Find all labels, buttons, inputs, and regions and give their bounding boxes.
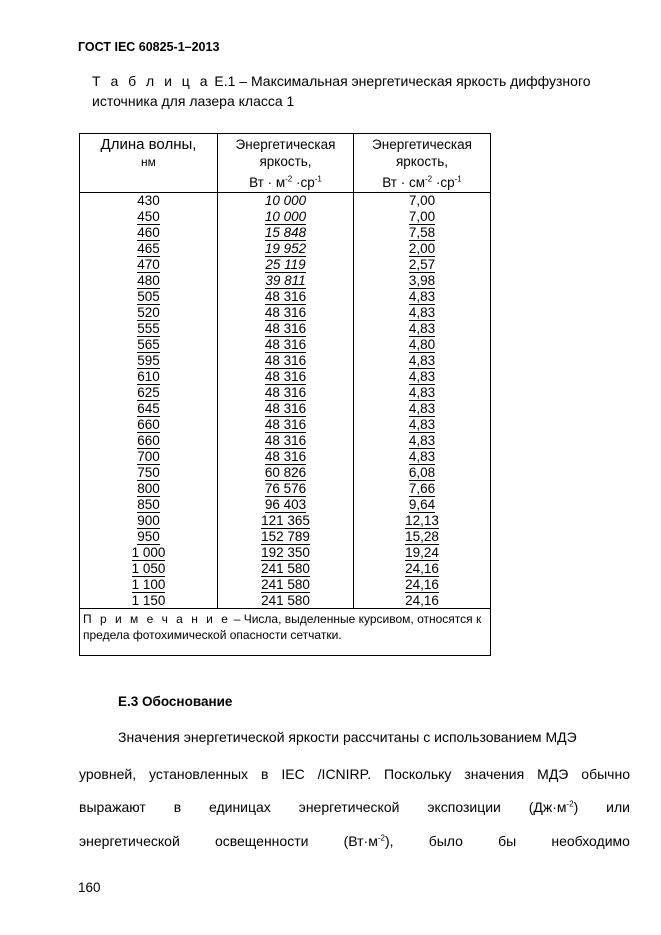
cell-wavelength: 660 xyxy=(80,433,218,449)
cell-radiance-m: 10 000 xyxy=(218,193,354,209)
cell-radiance-m: 121 365 xyxy=(218,513,354,529)
table-caption xyxy=(92,71,632,111)
radiance-table xyxy=(79,133,491,656)
cell-radiance-m: 15 848 xyxy=(218,225,354,241)
cell-radiance-m: 60 826 xyxy=(218,465,354,481)
cell-radiance-m: 48 316 xyxy=(218,337,354,353)
cell-wavelength: 1 050 xyxy=(80,561,218,577)
body-line-3-word: или xyxy=(606,799,630,815)
cell-radiance-m: 48 316 xyxy=(218,305,354,321)
body-line-3-word: выражают xyxy=(79,799,146,815)
cell-radiance-cm: 3,98 xyxy=(354,273,491,289)
cell-radiance-m: 241 580 xyxy=(218,577,354,593)
cell-radiance-m: 48 316 xyxy=(218,433,354,449)
caption-text-line2: источника для лазера класса 1 xyxy=(92,93,295,109)
cell-radiance-cm: 9,64 xyxy=(354,497,491,513)
cell-wavelength: 645 xyxy=(80,401,218,417)
cell-radiance-cm: 4,83 xyxy=(354,369,491,385)
body-line-3 xyxy=(79,799,630,815)
cell-wavelength: 900 xyxy=(80,513,218,529)
cell-radiance-m: 241 580 xyxy=(218,561,354,577)
table-row xyxy=(80,465,491,481)
cell-radiance-cm: 7,66 xyxy=(354,481,491,497)
cell-radiance-cm: 4,83 xyxy=(354,433,491,449)
body-line-4-word: было xyxy=(428,833,463,849)
table-row xyxy=(80,529,491,545)
page-number: 160 xyxy=(78,880,101,895)
body-line-1: Значения энергетической яркости рассчитаны с использованием МДЭ xyxy=(118,729,577,745)
cell-radiance-cm: 4,80 xyxy=(354,337,491,353)
body-line-4-word: необходимо xyxy=(551,833,630,849)
table-note xyxy=(80,609,491,656)
cell-wavelength: 430 xyxy=(80,193,218,209)
cell-radiance-cm: 24,16 xyxy=(354,577,491,593)
cell-wavelength: 625 xyxy=(80,385,218,401)
table-row xyxy=(80,321,491,337)
cell-radiance-cm: 4,83 xyxy=(354,401,491,417)
header-radiance-m-sub: яркость, xyxy=(259,154,312,169)
table-row xyxy=(80,209,491,225)
header-radiance-cm-sub: яркость, xyxy=(395,154,449,169)
document-code: ГОСТ IEC 60825-1–2013 xyxy=(78,40,220,54)
cell-wavelength: 1 150 xyxy=(80,593,218,609)
table-row xyxy=(80,369,491,385)
table-row xyxy=(80,353,491,369)
table-row xyxy=(80,497,491,513)
table-row xyxy=(80,273,491,289)
table-row xyxy=(80,513,491,529)
body-line-3-word: экспозиции xyxy=(427,799,501,815)
table-row xyxy=(80,289,491,305)
cell-radiance-cm: 19,24 xyxy=(354,545,491,561)
body-line-4 xyxy=(79,833,630,849)
cell-radiance-m: 76 576 xyxy=(218,481,354,497)
cell-radiance-cm: 4,83 xyxy=(354,321,491,337)
header-wavelength xyxy=(80,134,218,193)
cell-wavelength: 950 xyxy=(80,529,218,545)
cell-radiance-m: 48 316 xyxy=(218,321,354,337)
cell-wavelength: 610 xyxy=(80,369,218,385)
cell-radiance-m: 25 119 xyxy=(218,257,354,273)
cell-wavelength: 1 100 xyxy=(80,577,218,593)
cell-wavelength: 465 xyxy=(80,241,218,257)
cell-radiance-cm: 7,58 xyxy=(354,225,491,241)
cell-radiance-cm: 4,83 xyxy=(354,385,491,401)
table-row xyxy=(80,225,491,241)
table-row xyxy=(80,545,491,561)
table-row xyxy=(80,433,491,449)
note-text-2: предела фотохимической опасности сетчатки. xyxy=(83,628,342,643)
caption-label: Т а б л и ц а xyxy=(92,73,211,89)
body-line-2 xyxy=(79,766,630,782)
table-row xyxy=(80,449,491,465)
body-line-3-word: энергетической xyxy=(298,799,400,815)
cell-radiance-m: 48 316 xyxy=(218,449,354,465)
body-line-3-word: в xyxy=(173,799,182,815)
header-radiance-cm-unit: Вт · $см^{-2} \cdot ср^{-1}$ xyxy=(382,174,462,190)
body-line-4-word: энергетической xyxy=(79,833,180,849)
body-line-4-word: $(Вт\cdot м^{-2})$, xyxy=(343,833,394,849)
cell-radiance-cm: 4,83 xyxy=(354,417,491,433)
cell-radiance-m: 19 952 xyxy=(218,241,354,257)
cell-radiance-cm: 15,28 xyxy=(354,529,491,545)
cell-radiance-cm: 2,57 xyxy=(354,257,491,273)
cell-radiance-cm: 6,08 xyxy=(354,465,491,481)
cell-radiance-m: 39 811 xyxy=(218,273,354,289)
body-line-3-word: единицах xyxy=(208,799,271,815)
cell-radiance-m: 48 316 xyxy=(218,385,354,401)
header-radiance-m-unit: Вт · $м^{-2} \cdot ср^{-1}$ xyxy=(249,174,322,190)
cell-wavelength: 595 xyxy=(80,353,218,369)
cell-wavelength: 700 xyxy=(80,449,218,465)
cell-wavelength: 1 000 xyxy=(80,545,218,561)
cell-wavelength: 800 xyxy=(80,481,218,497)
cell-wavelength: 565 xyxy=(80,337,218,353)
cell-radiance-m: 48 316 xyxy=(218,353,354,369)
cell-radiance-cm: 4,83 xyxy=(354,353,491,369)
cell-radiance-m: 192 350 xyxy=(218,545,354,561)
table-row xyxy=(80,481,491,497)
table-row xyxy=(80,401,491,417)
table-row xyxy=(80,241,491,257)
table-row xyxy=(80,337,491,353)
cell-radiance-cm: 7,00 xyxy=(354,209,491,225)
body-line-2-text: уровней, установленных в IEC /ICNIRP. Поскольку значения МДЭ обычно xyxy=(79,766,630,782)
table-row xyxy=(80,417,491,433)
cell-radiance-m: 48 316 xyxy=(218,417,354,433)
cell-radiance-cm: 12,13 xyxy=(354,513,491,529)
cell-radiance-cm: 4,83 xyxy=(354,305,491,321)
cell-wavelength: 850 xyxy=(80,497,218,513)
caption-text-line1: – Максимальная энергетическая яркость диффузного xyxy=(239,73,591,89)
cell-wavelength: 480 xyxy=(80,273,218,289)
section-title: Е.3 Обоснование xyxy=(118,694,233,709)
cell-wavelength: 505 xyxy=(80,289,218,305)
caption-number: Е.1 xyxy=(214,73,236,89)
cell-wavelength: 450 xyxy=(80,209,218,225)
cell-radiance-cm: 7,00 xyxy=(354,193,491,209)
cell-radiance-cm: 4,83 xyxy=(354,289,491,305)
table-row xyxy=(80,385,491,401)
cell-radiance-m: 96 403 xyxy=(218,497,354,513)
note-label: П р и м е ч а н и е xyxy=(83,612,231,627)
table-row xyxy=(80,305,491,321)
note-text: – Числа, выделенные курсивом, относятся к xyxy=(233,612,482,627)
header-radiance-m-title: Энергетическая xyxy=(235,137,336,152)
cell-wavelength: 660 xyxy=(80,417,218,433)
cell-wavelength: 470 xyxy=(80,257,218,273)
header-radiance-cm-title: Энергетическая xyxy=(372,137,472,152)
cell-wavelength: 520 xyxy=(80,305,218,321)
table-row xyxy=(80,593,491,609)
header-wavelength-unit: нм xyxy=(141,155,156,169)
cell-wavelength: 555 xyxy=(80,321,218,337)
body-line-3-word: $(Дж\cdot м^{-2})$ xyxy=(528,799,579,815)
cell-radiance-cm: 24,16 xyxy=(354,593,491,609)
table-row xyxy=(80,577,491,593)
cell-radiance-cm: 24,16 xyxy=(354,561,491,577)
cell-radiance-cm: 4,83 xyxy=(354,449,491,465)
cell-radiance-m: 10 000 xyxy=(218,209,354,225)
body-line-4-word: освещенности xyxy=(214,833,309,849)
table-row xyxy=(80,257,491,273)
header-radiance-m xyxy=(218,134,354,193)
cell-radiance-cm: 2,00 xyxy=(354,241,491,257)
header-wavelength-title: Длина волны, xyxy=(100,136,197,153)
cell-radiance-m: 152 789 xyxy=(218,529,354,545)
cell-radiance-m: 48 316 xyxy=(218,401,354,417)
cell-radiance-m: 241 580 xyxy=(218,593,354,609)
table-row xyxy=(80,193,491,209)
cell-wavelength: 750 xyxy=(80,465,218,481)
cell-radiance-m: 48 316 xyxy=(218,369,354,385)
body-line-4-word: бы xyxy=(498,833,517,849)
table-body xyxy=(80,193,491,609)
cell-radiance-m: 48 316 xyxy=(218,289,354,305)
cell-wavelength: 460 xyxy=(80,225,218,241)
header-radiance-cm xyxy=(354,134,491,193)
table-row xyxy=(80,561,491,577)
